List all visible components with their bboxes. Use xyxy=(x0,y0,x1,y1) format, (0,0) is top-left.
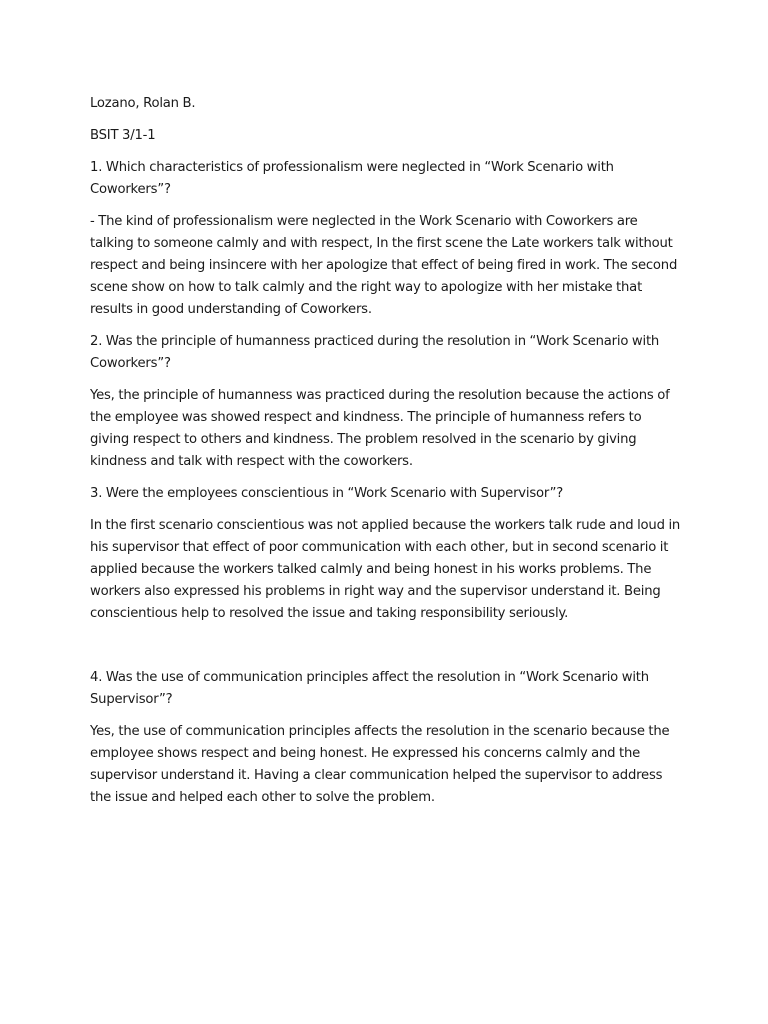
answer-1: - The kind of professionalism were neglected in the Work Scenario with Coworkers are talking to someone calmly and with respect, In the first scene the Late workers talk without respect and being insincere with her apologize that effect of being fired in work. The second scene show on how to talk calmly and the right way to apologize with her mistake that results in good understanding of Coworkers. xyxy=(90,214,678,317)
answer-3: In the first scenario conscientious was not applied because the workers talk rude and loud in his supervisor that effect of poor communication with each other, but in second scenario it applied because the workers talked calmly and being honest in his works problems. The workers also expressed his problems in right way and the supervisor understand it. Being conscientious help to resolved the issue and taking responsibility seriously. xyxy=(90,518,681,621)
class-section: BSIT 3/1-1 xyxy=(90,128,156,143)
question-3: 3. Were the employees conscientious in “Work Scenario with Supervisor”? xyxy=(90,486,564,501)
question-1: 1. Which characteristics of professionalism were neglected in “Work Scenario with Coworkers”? xyxy=(90,160,614,197)
answer-4: Yes, the use of communication principles affects the resolution in the scenario because the employee shows respect and being honest. He expressed his concerns calmly and the supervisor understand it. Having a clear communication helped the supervisor to address the issue and helped each other to solve the problem. xyxy=(90,724,670,805)
blank-line xyxy=(90,635,682,667)
author-name: Lozano, Rolan B. xyxy=(90,96,196,111)
question-2: 2. Was the principle of humanness practiced during the resolution in “Work Scenario with Coworkers”? xyxy=(90,334,660,371)
answer-2: Yes, the principle of humanness was practiced during the resolution because the actions of the employee was showed respect and kindness. The principle of humanness refers to giving respect to others and kindness. The problem resolved in the scenario by giving kindness and talk with respect with the coworkers. xyxy=(90,388,670,469)
document-body xyxy=(90,93,682,819)
question-4: 4. Was the use of communication principles affect the resolution in “Work Scenario with Supervisor”? xyxy=(90,670,649,707)
